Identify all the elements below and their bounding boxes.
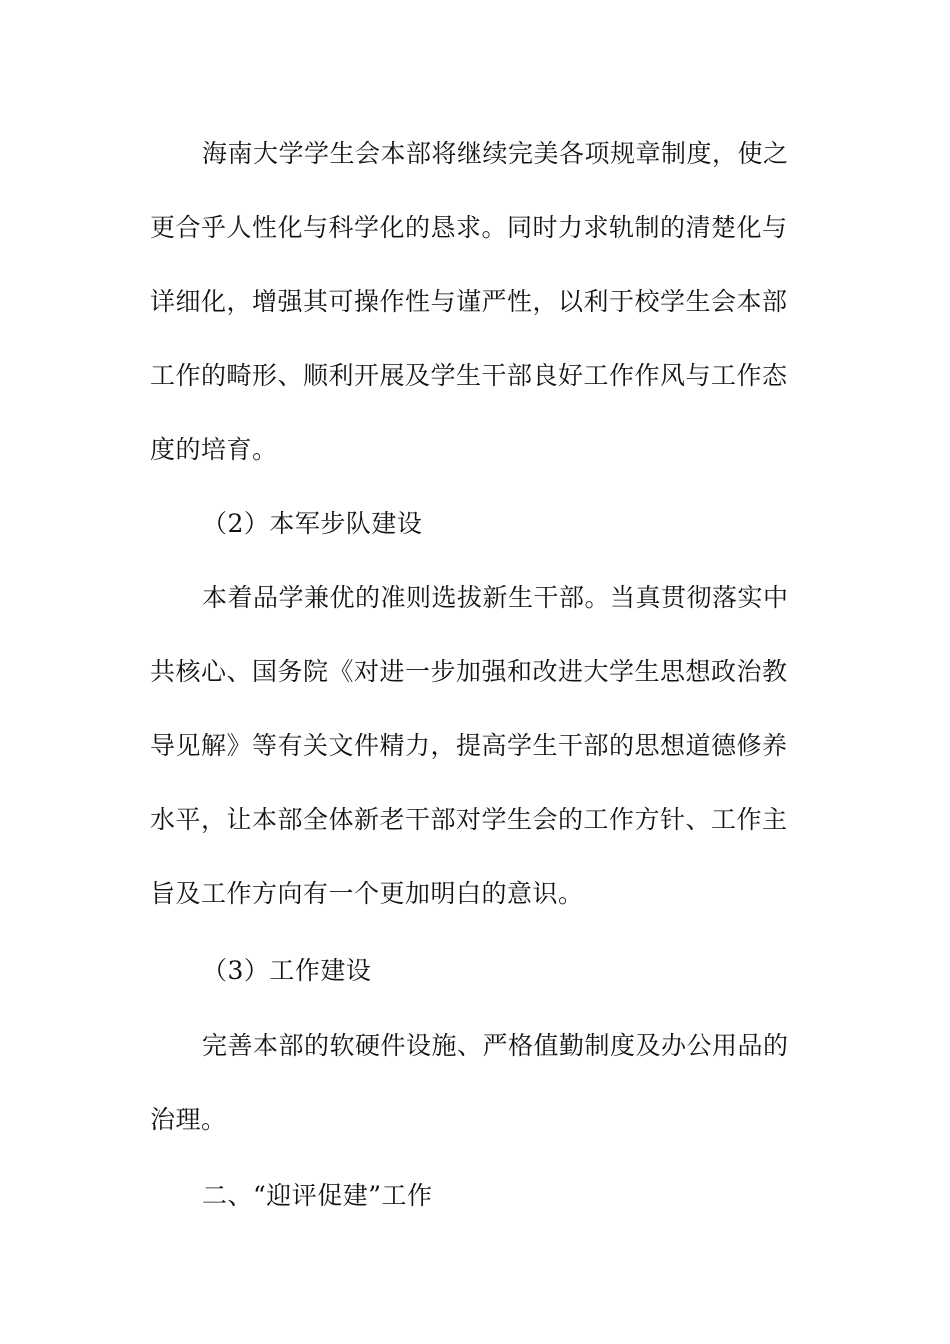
- paragraph-2-line-2: 共核心、国务院《对进一步加强和改进大学生思想政治教: [150, 657, 788, 686]
- paragraph-2-line-5: 旨及工作方向有一个更加明白的意识。: [150, 879, 584, 908]
- section-heading-two: 二、“迎评促建”工作: [202, 1181, 433, 1210]
- paragraph-1-line-1: 海南大学学生会本部将继续完美各项规章制度，使之: [202, 139, 789, 168]
- paragraph-1-line-5: 度的培育。: [150, 435, 278, 464]
- paragraph-3-line-1: 完善本部的软硬件设施、严格值勤制度及办公用品的: [202, 1031, 789, 1060]
- paragraph-2-line-3: 导见解》等有关文件精力，提高学生干部的思想道德修养: [150, 731, 788, 760]
- paragraph-1-line-2: 更合乎人性化与科学化的恳求。同时力求轨制的清楚化与: [150, 213, 788, 242]
- section-heading-3: （3）工作建设: [202, 956, 372, 985]
- paragraph-1-line-4: 工作的畸形、顺利开展及学生干部良好工作作风与工作态: [150, 361, 788, 390]
- paragraph-1-line-3: 详细化，增强其可操作性与谨严性，以利于校学生会本部: [150, 287, 788, 316]
- paragraph-3-line-2: 治理。: [150, 1105, 227, 1134]
- paragraph-2-line-1: 本着品学兼优的准则选拔新生干部。当真贯彻落实中: [202, 583, 789, 612]
- paragraph-2-line-4: 水平，让本部全体新老干部对学生会的工作方针、工作主: [150, 805, 788, 834]
- section-heading-2: （2）本军步队建设: [202, 509, 423, 538]
